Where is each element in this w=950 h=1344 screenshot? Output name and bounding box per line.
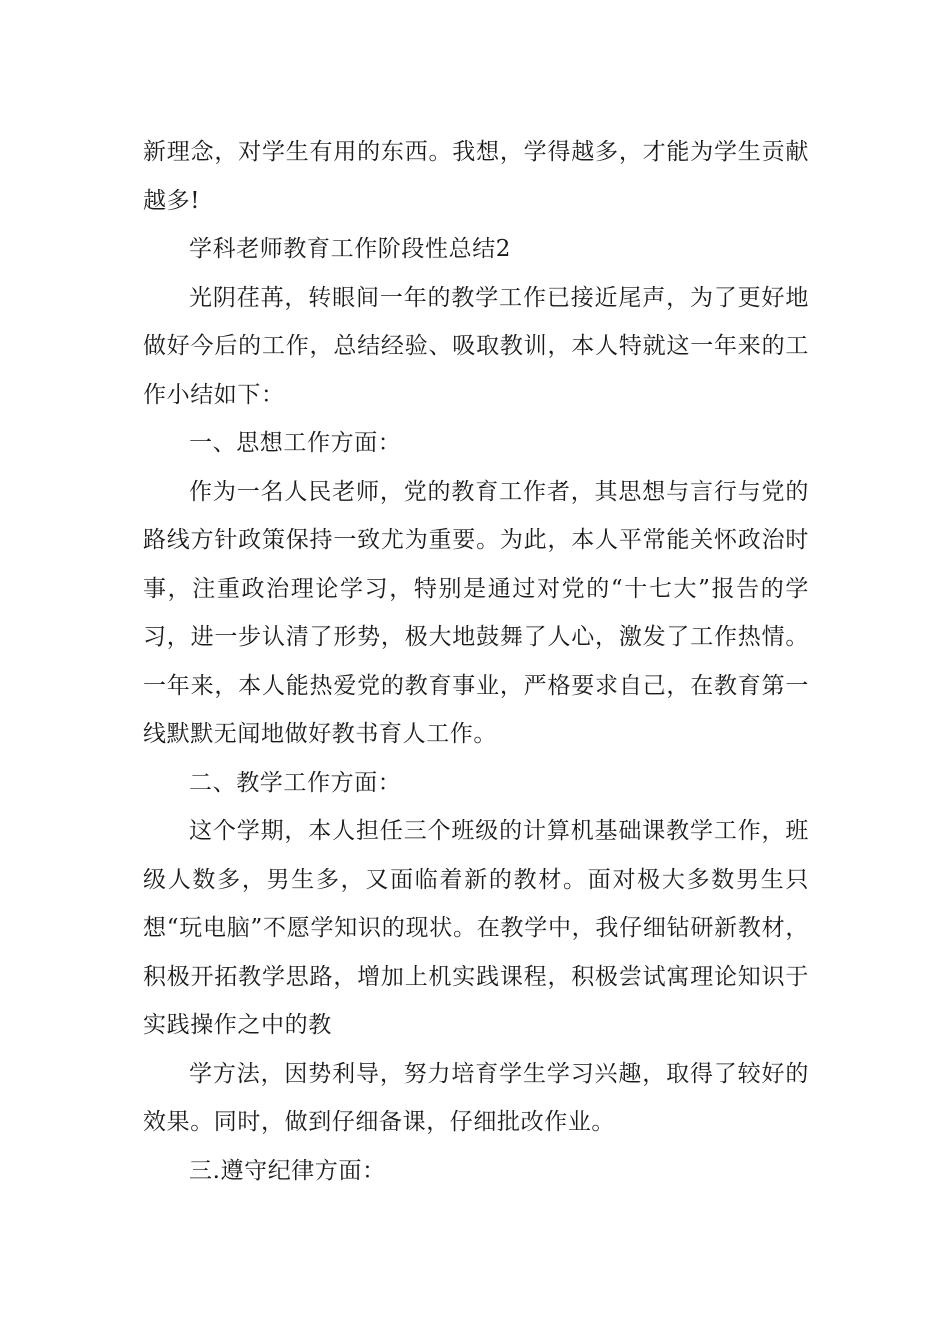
- paragraph-continuation: 新理念，对学生有用的东西。我想，学得越多，才能为学生贡献越多!: [143, 139, 809, 214]
- heading-ideology: 一、思想工作方面：: [189, 430, 402, 456]
- heading-discipline: 三.遵守纪律方面：: [189, 1157, 386, 1184]
- document-body: [143, 128, 809, 1195]
- section-title: 学科老师教育工作阶段性总结2: [189, 236, 512, 262]
- heading-teaching: 二、教学工作方面：: [189, 769, 402, 796]
- paragraph-teaching-cont: 学方法，因势利导，努力培育学生学习兴趣，取得了较好的效果。同时，做到仔细备课，仔细批改作业。: [143, 1060, 809, 1135]
- paragraph-ideology: 作为一名人民老师，党的教育工作者，其思想与言行与党的路线方针政策保持一致尤为重要。为此，本人平常能关怀政治时事，注重政治理论学习，特别是通过对党的“十七大”报告的学习，进一步认清了形势，极大地鼓舞了人心，激发了工作热情。一年来，本人能热爱党的教育事业，严格要求自己，在教育第一线默默无闻地做好教书育人工作。: [143, 478, 809, 747]
- paragraph-teaching: 这个学期，本人担任三个班级的计算机基础课教学工作，班级人数多，男生多，又面临着新的教材。面对极大多数男生只想“玩电脑”不愿学知识的现状。在教学中，我仔细钻研新教材，积极开拓教学思路，增加上机实践课程，积极尝试寓理论知识于实践操作之中的教: [143, 818, 809, 1038]
- paragraph-intro: 光阴荏苒，转眼间一年的教学工作已接近尾声，为了更好地做好今后的工作，总结经验、吸取教训，本人特就这一年来的工作小结如下：: [143, 284, 809, 408]
